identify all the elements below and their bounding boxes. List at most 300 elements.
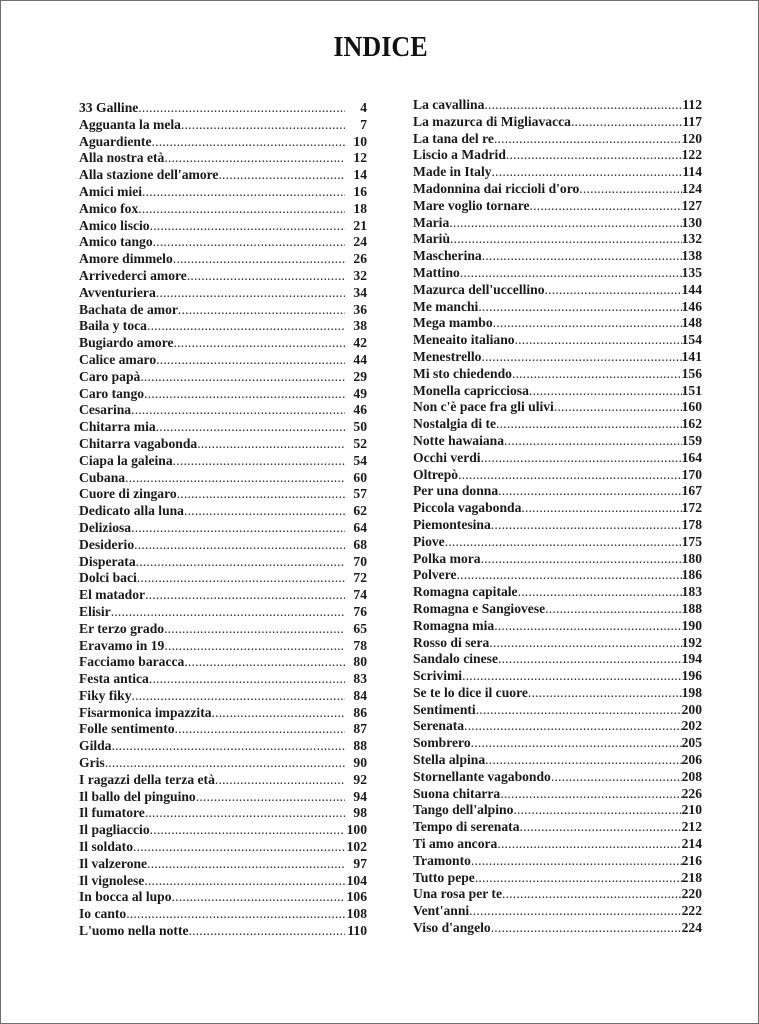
- entry-title: Polka mora: [413, 550, 481, 566]
- entry-page-number: 226: [681, 785, 702, 801]
- dot-leader: [512, 366, 682, 383]
- entry-title: Serenata: [413, 718, 465, 734]
- entry-title: Sombrero: [413, 735, 471, 751]
- entry-title: Sandalo cinese: [413, 651, 498, 667]
- entry-title: Disperata: [79, 553, 136, 569]
- dot-leader: [518, 584, 682, 601]
- entry-page-number: 154: [681, 332, 702, 348]
- entry-page-number: 86: [353, 704, 367, 720]
- entry-title: Caro papà: [79, 368, 141, 384]
- dot-leader: [506, 147, 682, 164]
- dot-leader: [469, 903, 681, 920]
- entry-title: Polvere: [413, 567, 457, 583]
- index-entry: [79, 117, 367, 134]
- dot-leader: [134, 537, 345, 554]
- dot-leader: [494, 131, 682, 148]
- index-entry: [79, 805, 367, 822]
- entry-title: Elisir: [79, 603, 111, 619]
- index-entry: [413, 181, 702, 198]
- index-entry: [79, 486, 367, 503]
- index-entry: [413, 483, 702, 500]
- dot-leader: [491, 517, 682, 534]
- index-entry: [79, 906, 367, 923]
- index-entry: [79, 218, 367, 235]
- entry-title: Madonnina dai riccioli d'oro: [413, 180, 580, 196]
- index-entry: [79, 755, 367, 772]
- dot-leader: [212, 705, 345, 722]
- dot-leader: [450, 231, 682, 248]
- entry-title: Ciapa la galeina: [79, 452, 173, 468]
- dot-leader: [478, 299, 681, 316]
- entry-page-number: 54: [353, 452, 367, 468]
- entry-page-number: 34: [353, 284, 367, 300]
- index-entry: [413, 265, 702, 282]
- index-entry: [79, 570, 367, 587]
- entry-title: Una rosa per te: [413, 886, 502, 902]
- dot-leader: [218, 167, 345, 184]
- index-entry: [413, 601, 702, 618]
- entry-page-number: 112: [682, 97, 702, 112]
- entry-page-number: 87: [353, 721, 367, 737]
- entry-title: Il ballo del pinguino: [79, 788, 196, 804]
- dot-leader: [145, 587, 345, 604]
- entry-page-number: 64: [353, 519, 367, 535]
- dot-leader: [149, 671, 345, 688]
- entry-page-number: 135: [681, 264, 702, 280]
- index-entry: [413, 467, 702, 484]
- entry-title: Gris: [79, 755, 105, 771]
- index-entry: [413, 635, 702, 652]
- entry-title: I ragazzi della terza età: [79, 771, 215, 787]
- index-entry: [413, 836, 702, 853]
- entry-title: Rosso di sera: [413, 634, 490, 650]
- index-entry: [79, 822, 367, 839]
- entry-title: Stornellante vagabondo: [413, 768, 551, 784]
- entry-title: Alla nostra età: [79, 150, 165, 166]
- entry-title: In bocca al lupo: [79, 889, 172, 905]
- index-entry: [413, 903, 702, 920]
- entry-title: Per una donna: [413, 483, 499, 499]
- dot-leader: [138, 100, 345, 117]
- entry-page-number: 172: [681, 500, 702, 516]
- dot-leader: [144, 386, 345, 403]
- entry-title: Scrivimi: [413, 668, 463, 684]
- entry-title: Dolci baci: [79, 570, 137, 586]
- entry-title: Cubana: [79, 469, 126, 485]
- dot-leader: [187, 268, 345, 285]
- entry-page-number: 180: [681, 550, 702, 566]
- index-entry: [79, 268, 367, 285]
- dot-leader: [489, 635, 681, 652]
- dot-leader: [464, 718, 682, 735]
- entry-page-number: 72: [353, 570, 367, 586]
- entry-title: Mazurca dell'uccellino: [413, 281, 545, 297]
- index-entry: [413, 534, 702, 551]
- entry-title: Avventuriera: [79, 284, 156, 300]
- dot-leader: [147, 856, 345, 873]
- index-entry: [413, 231, 702, 248]
- index-entry: [413, 500, 702, 517]
- index-entry: [413, 366, 702, 383]
- page-title: INDICE: [333, 31, 428, 63]
- entry-title: Oltrepò: [413, 466, 459, 482]
- entry-page-number: 117: [682, 113, 702, 129]
- entry-page-number: 102: [346, 839, 367, 855]
- entry-page-number: 21: [353, 217, 367, 233]
- entry-title: Mega mambo: [413, 315, 493, 331]
- index-entry: [413, 215, 702, 232]
- index-entry: [413, 433, 702, 450]
- entry-title: Suona chitarra: [413, 785, 501, 801]
- entry-page-number: 122: [681, 147, 702, 163]
- dot-leader: [132, 688, 346, 705]
- entry-page-number: 97: [353, 855, 367, 871]
- entry-title: Il vignolese: [79, 872, 145, 888]
- index-entry: [413, 383, 702, 400]
- entry-title: El matador: [79, 587, 146, 603]
- index-entry: [79, 402, 367, 419]
- entry-page-number: 151: [681, 382, 702, 398]
- dot-leader: [197, 436, 345, 453]
- index-column-left: [79, 100, 367, 940]
- dot-leader: [156, 285, 345, 302]
- entry-title: Amore dimmelo: [79, 251, 173, 267]
- entry-page-number: 183: [681, 584, 702, 600]
- index-entry: [413, 651, 702, 668]
- index-entry: [413, 97, 702, 114]
- index-entry: [79, 923, 367, 940]
- entry-title: Calice amaro: [79, 351, 157, 367]
- index-entry: [79, 318, 367, 335]
- index-entry: [413, 198, 702, 215]
- dot-leader: [196, 789, 345, 806]
- entry-page-number: 124: [681, 180, 702, 196]
- index-entry: [79, 453, 367, 470]
- dot-leader: [493, 315, 682, 332]
- dot-leader: [460, 265, 682, 282]
- dot-leader: [551, 769, 682, 786]
- index-entry: [79, 839, 367, 856]
- entry-title: Io canto: [79, 906, 127, 922]
- dot-leader: [579, 181, 681, 198]
- entry-page-number: 160: [681, 399, 702, 415]
- dot-leader: [462, 668, 682, 685]
- dot-leader: [150, 822, 345, 839]
- index-entry: [413, 349, 702, 366]
- index-entry: [413, 584, 702, 601]
- dot-leader: [153, 234, 345, 251]
- entry-title: Maria: [413, 214, 450, 230]
- entry-page-number: 202: [681, 718, 702, 734]
- entry-page-number: 114: [682, 164, 702, 180]
- dot-leader: [189, 923, 345, 940]
- entry-page-number: 94: [353, 788, 367, 804]
- dot-leader: [471, 853, 682, 870]
- dot-leader: [173, 453, 345, 470]
- index-entry: [413, 332, 702, 349]
- dot-leader: [515, 332, 682, 349]
- entry-title: Mi sto chiedendo: [413, 365, 512, 381]
- entry-page-number: 10: [353, 133, 367, 149]
- entry-page-number: 188: [681, 600, 702, 616]
- index-entry: [79, 251, 367, 268]
- dot-leader: [125, 470, 345, 487]
- entry-title: Viso d'angelo: [413, 920, 491, 936]
- index-entry: [79, 335, 367, 352]
- entry-page-number: 178: [681, 516, 702, 532]
- entry-title: Gilda: [79, 738, 112, 754]
- entry-page-number: 218: [681, 869, 702, 885]
- dot-leader: [528, 685, 682, 702]
- entry-page-number: 138: [681, 248, 702, 264]
- entry-title: Romagna mia: [413, 617, 495, 633]
- entry-title: Monella capricciosa: [413, 382, 529, 398]
- entry-title: Il soldato: [79, 839, 134, 855]
- dot-leader: [105, 755, 345, 772]
- entry-title: Tango dell'alpino: [413, 802, 514, 818]
- dot-leader: [498, 651, 682, 668]
- entry-title: Romagna capitale: [413, 584, 518, 600]
- entry-page-number: 44: [353, 351, 367, 367]
- entry-title: La cavallina: [413, 97, 485, 112]
- entry-title: Non c'è pace fra gli ulivi: [413, 399, 554, 415]
- entry-page-number: 212: [681, 819, 702, 835]
- dot-leader: [150, 218, 345, 235]
- entry-title: Tutto pepe: [413, 869, 475, 885]
- dot-leader: [111, 738, 345, 755]
- index-entry: [413, 886, 702, 903]
- entry-page-number: 46: [353, 402, 367, 418]
- index-entry: [413, 551, 702, 568]
- dot-leader: [172, 889, 345, 906]
- index-entry: [413, 870, 702, 887]
- dot-leader: [164, 150, 345, 167]
- dot-leader: [142, 184, 345, 201]
- index-entry: [413, 718, 702, 735]
- index-entry: [413, 416, 702, 433]
- dot-leader: [449, 215, 681, 232]
- index-entry: [413, 786, 702, 803]
- entry-title: Piemontesina: [413, 516, 491, 532]
- dot-leader: [484, 97, 682, 114]
- index-entry: [79, 134, 367, 151]
- dot-leader: [545, 282, 682, 299]
- index-entry: [79, 554, 367, 571]
- index-entry: [413, 819, 702, 836]
- entry-page-number: 26: [353, 251, 367, 267]
- entry-page-number: 108: [346, 906, 367, 922]
- entry-title: Tempo di serenata: [413, 819, 520, 835]
- entry-title: Nostalgia di te: [413, 416, 497, 432]
- dot-leader: [475, 870, 682, 887]
- entry-title: Amico tango: [79, 234, 153, 250]
- entry-page-number: 222: [681, 903, 702, 919]
- entry-page-number: 148: [681, 315, 702, 331]
- entry-page-number: 175: [681, 533, 702, 549]
- dot-leader: [491, 920, 682, 937]
- entry-title: Desiderio: [79, 536, 135, 552]
- dot-leader: [571, 114, 682, 131]
- entry-page-number: 18: [353, 200, 367, 216]
- entry-title: Sentimenti: [413, 701, 476, 717]
- entry-page-number: 144: [681, 281, 702, 297]
- entry-page-number: 49: [353, 385, 367, 401]
- entry-title: 33 Galline: [79, 100, 139, 115]
- dot-leader: [175, 721, 345, 738]
- dot-leader: [184, 503, 345, 520]
- entry-title: Il valzerone: [79, 855, 148, 871]
- entry-page-number: 198: [681, 684, 702, 700]
- entry-page-number: 62: [353, 503, 367, 519]
- entry-page-number: 90: [353, 755, 367, 771]
- index-entry: [413, 114, 702, 131]
- dot-leader: [178, 302, 345, 319]
- index-entry: [413, 618, 702, 635]
- index-entry: [413, 769, 702, 786]
- dot-leader: [471, 735, 682, 752]
- entry-title: Festa antica: [79, 671, 149, 687]
- entry-title: Bachata de amor: [79, 301, 178, 317]
- entry-title: Meneaito italiano: [413, 332, 515, 348]
- index-entry: [79, 587, 367, 604]
- entry-page-number: 162: [681, 416, 702, 432]
- entry-page-number: 78: [353, 637, 367, 653]
- entry-page-number: 210: [681, 802, 702, 818]
- dot-leader: [498, 483, 681, 500]
- entry-page-number: 24: [353, 234, 367, 250]
- entry-title: Dedicato alla luna: [79, 503, 184, 519]
- dot-leader: [138, 201, 345, 218]
- entry-title: Il fumatore: [79, 805, 145, 821]
- entry-page-number: 74: [353, 587, 367, 603]
- entry-title: Notte hawaiana: [413, 432, 505, 448]
- entry-title: Il pagliaccio: [79, 822, 150, 838]
- dot-leader: [492, 164, 683, 181]
- entry-title: Caro tango: [79, 385, 145, 401]
- index-entry: [79, 520, 367, 537]
- entry-title: L'uomo nella notte: [79, 923, 189, 939]
- entry-page-number: 12: [353, 150, 367, 166]
- entry-page-number: 100: [346, 822, 367, 838]
- index-entry: [413, 853, 702, 870]
- dot-leader: [131, 402, 345, 419]
- entry-page-number: 130: [681, 214, 702, 230]
- index-entry: [79, 621, 367, 638]
- entry-title: Arrivederci amore: [79, 267, 187, 283]
- index-entry: [79, 721, 367, 738]
- entry-title: Chitarra mia: [79, 419, 156, 435]
- entry-title: Stella alpina: [413, 752, 486, 768]
- index-entry: [79, 738, 367, 755]
- dot-leader: [131, 520, 345, 537]
- index-entry: [413, 735, 702, 752]
- entry-title: Baila y toca: [79, 318, 147, 334]
- entry-title: Facciamo baracca: [79, 654, 185, 670]
- index-entry: [413, 315, 702, 332]
- index-entry: [413, 282, 702, 299]
- entry-page-number: 208: [681, 768, 702, 784]
- index-entry: [79, 234, 367, 251]
- index-entry: [79, 184, 367, 201]
- dot-leader: [457, 567, 682, 584]
- entry-page-number: 70: [353, 553, 367, 569]
- entry-page-number: 7: [360, 116, 367, 132]
- entry-page-number: 146: [681, 298, 702, 314]
- index-entry: [79, 302, 367, 319]
- index-entry: [79, 470, 367, 487]
- entry-title: Made in Italy: [413, 164, 492, 180]
- entry-title: Amici miei: [79, 183, 143, 199]
- entry-page-number: 38: [353, 318, 367, 334]
- index-entry: [79, 604, 367, 621]
- index-entry: [413, 752, 702, 769]
- index-entry: [413, 668, 702, 685]
- entry-page-number: 186: [681, 567, 702, 583]
- index-entry: [79, 537, 367, 554]
- entry-title: Bugiardo amore: [79, 335, 174, 351]
- dot-leader: [513, 802, 681, 819]
- dot-leader: [215, 772, 345, 789]
- dot-leader: [126, 906, 345, 923]
- entry-title: Piccola vagabonda: [413, 500, 522, 516]
- entry-page-number: 132: [681, 231, 702, 247]
- dot-leader: [156, 419, 345, 436]
- entry-page-number: 92: [353, 771, 367, 787]
- entry-page-number: 110: [347, 923, 367, 939]
- index-entry: [79, 386, 367, 403]
- entry-page-number: 60: [353, 469, 367, 485]
- dot-leader: [481, 551, 682, 568]
- entry-title: Vent'anni: [413, 903, 470, 919]
- index-entry: [79, 772, 367, 789]
- index-entry: [413, 920, 702, 937]
- entry-title: Ti amo ancora: [413, 836, 498, 852]
- entry-title: Fiky fiky: [79, 687, 132, 703]
- index-entry: [413, 131, 702, 148]
- entry-title: Chitarra vagabonda: [79, 435, 198, 451]
- dot-leader: [145, 805, 345, 822]
- dot-leader: [529, 383, 682, 400]
- entry-page-number: 141: [681, 348, 702, 364]
- entry-title: Fisarmonica impazzita: [79, 704, 212, 720]
- dot-leader: [481, 349, 681, 366]
- entry-title: Cesarina: [79, 402, 132, 418]
- index-entry: [413, 147, 702, 164]
- index-entry: [79, 369, 367, 386]
- dot-leader: [164, 621, 345, 638]
- dot-leader: [137, 570, 345, 587]
- index-entry: [79, 167, 367, 184]
- dot-leader: [152, 134, 346, 151]
- entry-page-number: 196: [681, 668, 702, 684]
- dot-leader: [485, 752, 681, 769]
- index-entry: [79, 889, 367, 906]
- entry-page-number: 190: [681, 617, 702, 633]
- index-entry: [79, 789, 367, 806]
- dot-leader: [173, 251, 345, 268]
- dot-leader: [496, 416, 682, 433]
- entry-title: Mascherina: [413, 248, 482, 264]
- dot-leader: [476, 702, 682, 719]
- entry-title: Folle sentimento: [79, 721, 175, 737]
- entry-title: Deliziosa: [79, 519, 132, 535]
- index-entry: [413, 517, 702, 534]
- index-entry: [79, 150, 367, 167]
- dot-leader: [500, 786, 681, 803]
- entry-page-number: 206: [681, 752, 702, 768]
- dot-leader: [177, 486, 345, 503]
- dot-leader: [494, 618, 681, 635]
